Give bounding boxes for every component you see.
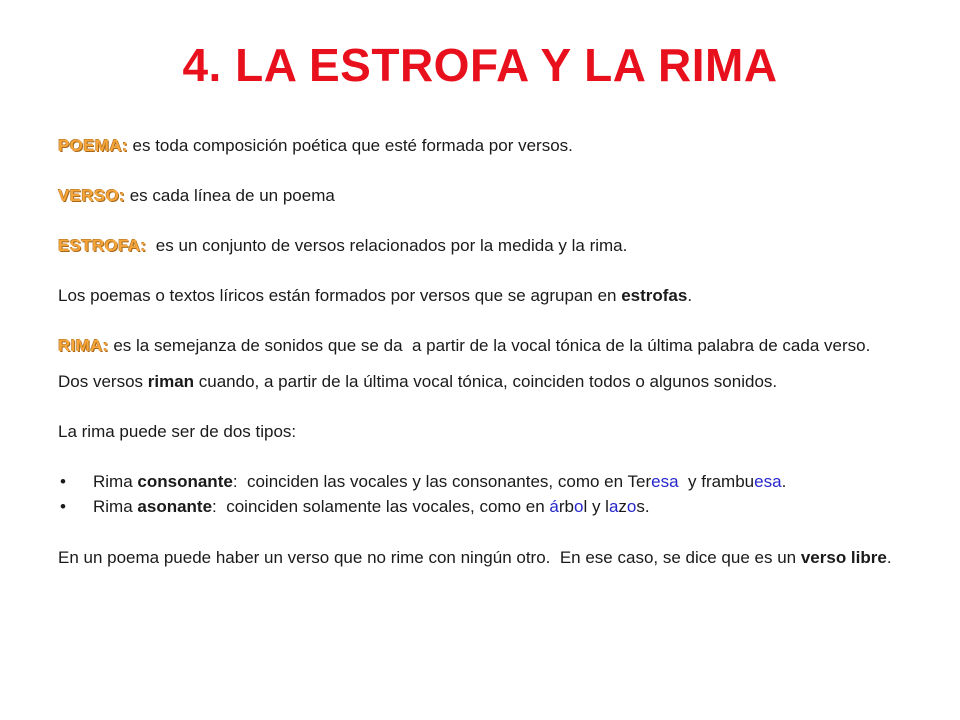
definition-estrofa-text: es un conjunto de versos relacionados por la medida y la rima.	[146, 236, 628, 255]
consonante-a: Rima	[93, 472, 138, 491]
consonante-bold: consonante	[137, 472, 233, 491]
asonante-highlight-2: o	[573, 497, 584, 516]
slide-body	[58, 136, 908, 568]
tipos-paragraph: La rima puede ser de dos tipos:	[58, 422, 297, 441]
term-verso: VERSO:	[58, 186, 125, 205]
slide-title: 4. LA ESTROFA Y LA RIMA	[182, 39, 778, 91]
libre-period: .	[886, 548, 892, 567]
consonante-highlight-2: esa	[754, 472, 782, 491]
list-item-asonante	[58, 497, 908, 517]
riman-text-b: cuando, a partir de la última vocal tónica, coinciden todos o algunos sonidos.	[194, 372, 778, 391]
term-estrofa: ESTROFA:	[58, 236, 147, 255]
consonante-highlight-1: esa	[651, 472, 679, 491]
estrofas-bold: estrofas	[621, 286, 688, 305]
verso-libre-paragraph	[58, 548, 908, 568]
asonante-highlight-3: a	[608, 497, 619, 516]
consonante-b: : coinciden las vocales y las consonantes, como en Ter	[232, 472, 652, 491]
rima-types-list	[58, 472, 908, 517]
asonante-e: z	[618, 497, 627, 516]
definition-rima-text: es la semejanza de sonidos que se da a partir de la vocal tónica de la última palabra de cada verso.	[108, 336, 871, 355]
poemas-text: Los poemas o textos líricos están formados por versos que se agrupan en	[58, 286, 622, 305]
poemas-paragraph	[58, 286, 908, 306]
bullet-icon: •	[60, 472, 66, 491]
definition-poema-text: es toda composición poética que esté formada por versos.	[127, 136, 573, 155]
asonante-highlight-1: á	[549, 497, 559, 516]
definition-poema	[58, 136, 908, 156]
list-item-consonante	[58, 472, 908, 492]
definition-rima	[58, 336, 908, 356]
asonante-b: : coinciden solamente las vocales, como en	[212, 497, 550, 516]
consonante-d: .	[781, 472, 787, 491]
asonante-highlight-4: o	[626, 497, 637, 516]
asonante-c: rb	[558, 497, 574, 516]
asonante-bold: asonante	[137, 497, 213, 516]
definition-verso-text: es cada línea de un poema	[124, 186, 335, 205]
verso-libre-bold: verso libre	[800, 548, 887, 567]
definition-verso	[58, 186, 908, 206]
riman-paragraph	[58, 372, 908, 392]
poemas-period: .	[687, 286, 693, 305]
term-rima: RIMA:	[58, 336, 109, 355]
asonante-d: l y l	[583, 497, 609, 516]
libre-text-a: En un poema puede haber un verso que no rime con ningún otro. En ese caso, se dice que es un	[58, 548, 801, 567]
bullet-icon: •	[60, 497, 66, 516]
asonante-a: Rima	[93, 497, 138, 516]
riman-bold: riman	[147, 372, 195, 391]
definition-estrofa	[58, 236, 908, 256]
consonante-c: y frambu	[678, 472, 755, 491]
asonante-f: s.	[636, 497, 650, 516]
riman-text-a: Dos versos	[58, 372, 148, 391]
term-poema: POEMA:	[58, 136, 128, 155]
